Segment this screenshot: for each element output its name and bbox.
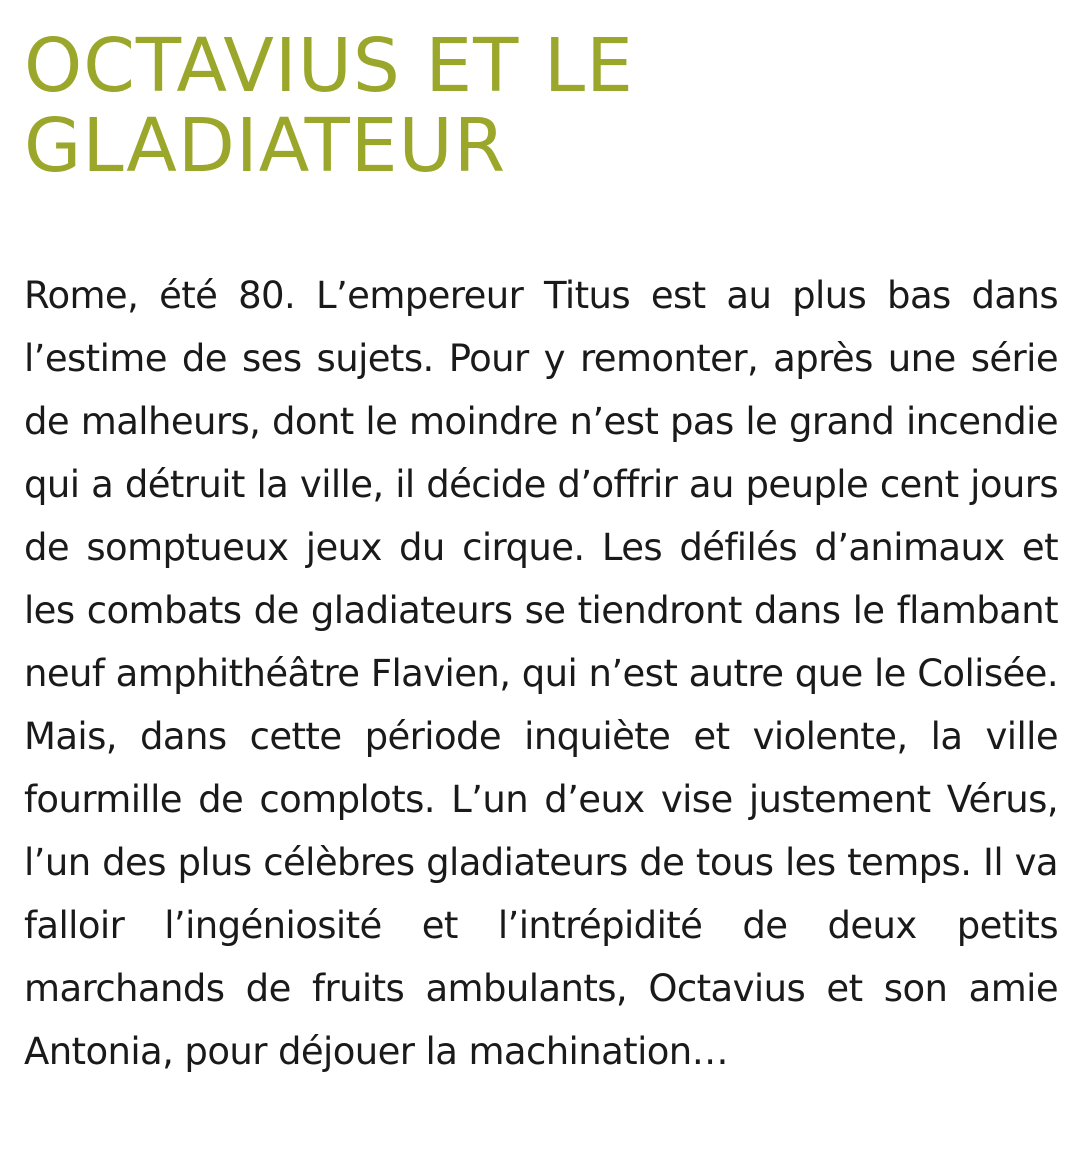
- book-title-line-1: OCTAVIUS ET LE: [24, 23, 634, 109]
- book-title-line-2: GLADIATEUR: [24, 103, 507, 189]
- synopsis-paragraph: Rome, été 80. L’empereur Titus est au plus bas dans l’estime de ses sujets. Pour y remonter, après une série de malheurs, dont le moindre n’est pas le grand incendie qui a détruit la ville, il décide d’offrir au peuple cent jours de somptueux jeux du cirque. Les défilés d’animaux et les combats de gladiateurs se tiendront dans le flambant neuf amphithéâtre Flavien, qui n’est autre que le Colisée. Mais, dans cette période inquiète et violente, la ville fourmille de complots. L’un d’eux vise justement Vérus, l’un des plus célèbres gladiateurs de tous les temps. Il va falloir l’ingéniosité et l’intrépidité de deux petits marchands de fruits ambulants, Octavius et son amie Antonia, pour déjouer la machination…: [24, 274, 1058, 1073]
- book-title: [24, 23, 1058, 189]
